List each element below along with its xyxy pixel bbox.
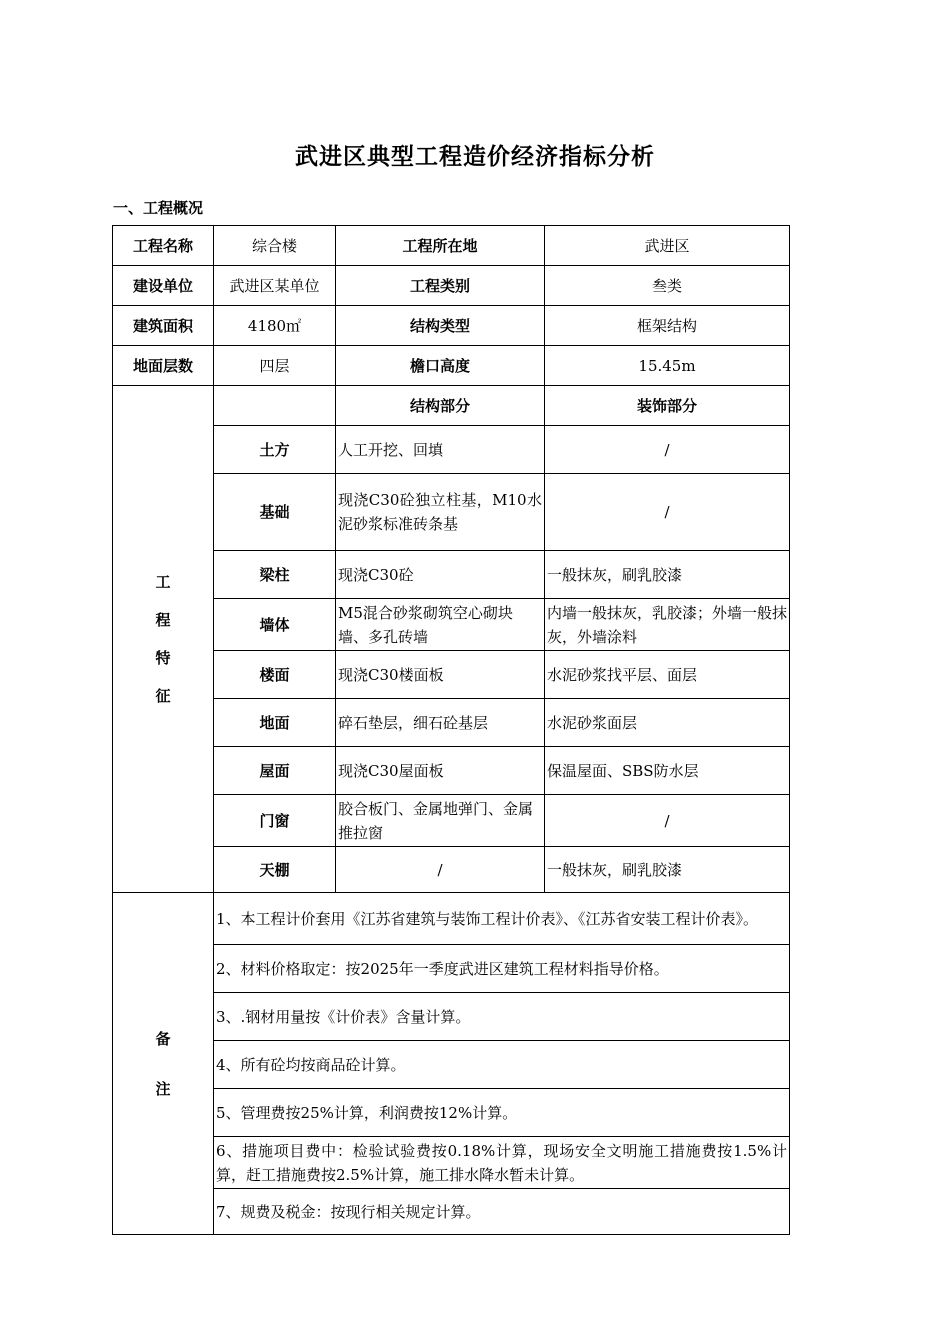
table-row	[113, 1089, 790, 1137]
table-row	[113, 474, 790, 551]
table-row	[113, 699, 790, 747]
location-label: 工程所在地	[336, 226, 545, 266]
name-value: 综合楼	[214, 226, 336, 266]
note-item: 3、.钢材用量按《计价表》含量计算。	[214, 993, 790, 1041]
feature-decoration: /	[545, 474, 790, 551]
table-row	[113, 1041, 790, 1089]
feature-structure: 胶合板门、金属地弹门、金属推拉窗	[336, 795, 545, 847]
table-row	[113, 386, 790, 426]
feature-decoration: 水泥砂浆面层	[545, 699, 790, 747]
feature-structure: /	[336, 847, 545, 893]
features-group-label: 工 程 特 征	[113, 386, 214, 893]
feature-structure: 碎石垫层，细石砼基层	[336, 699, 545, 747]
location-value: 武进区	[545, 226, 790, 266]
feature-decoration: 一般抹灰，刷乳胶漆	[545, 551, 790, 599]
table-row	[113, 651, 790, 699]
empty-cell	[214, 386, 336, 426]
feature-decoration: /	[545, 795, 790, 847]
structure-label: 结构类型	[336, 306, 545, 346]
feature-structure: 现浇C30砼独立柱基，M10水泥砂浆标准砖条基	[336, 474, 545, 551]
table-row	[113, 945, 790, 993]
note-item: 6、措施项目费中：检验试验费按0.18%计算，现场安全文明施工措施费按1.5%计算，赶工措施费按2.5%计算，施工排水降水暂未计算。	[214, 1137, 790, 1189]
note-item: 2、材料价格取定：按2025年一季度武进区建筑工程材料指导价格。	[214, 945, 790, 993]
table-row	[113, 226, 790, 266]
header-structure: 结构部分	[336, 386, 545, 426]
category-label: 工程类别	[336, 266, 545, 306]
area-value: 4180㎡	[214, 306, 336, 346]
table-row	[113, 599, 790, 651]
overview-table	[112, 225, 790, 1235]
builder-label: 建设单位	[113, 266, 214, 306]
feature-decoration: 一般抹灰，刷乳胶漆	[545, 847, 790, 893]
feature-label: 屋面	[214, 747, 336, 795]
name-label: 工程名称	[113, 226, 214, 266]
eave-value: 15.45m	[545, 346, 790, 386]
section-heading: 一、工程概况	[113, 199, 204, 217]
table-row	[113, 795, 790, 847]
table-row	[113, 551, 790, 599]
feature-decoration: 内墙一般抹灰，乳胶漆；外墙一般抹灰，外墙涂料	[545, 599, 790, 651]
feature-structure: 现浇C30楼面板	[336, 651, 545, 699]
table-row	[113, 266, 790, 306]
note-item: 7、规费及税金：按现行相关规定计算。	[214, 1189, 790, 1235]
feature-decoration: /	[545, 426, 790, 474]
header-decoration: 装饰部分	[545, 386, 790, 426]
note-item: 1、本工程计价套用《江苏省建筑与装饰工程计价表》、《江苏省安装工程计价表》。	[214, 893, 790, 945]
area-label: 建筑面积	[113, 306, 214, 346]
feature-label: 基础	[214, 474, 336, 551]
feature-structure: 现浇C30砼	[336, 551, 545, 599]
note-item: 4、所有砼均按商品砼计算。	[214, 1041, 790, 1089]
feature-structure: 人工开挖、回填	[336, 426, 545, 474]
table-row	[113, 426, 790, 474]
feature-structure: M5混合砂浆砌筑空心砌块墙、多孔砖墙	[336, 599, 545, 651]
table-row	[113, 893, 790, 945]
builder-value: 武进区某单位	[214, 266, 336, 306]
category-value: 叁类	[545, 266, 790, 306]
feature-structure: 现浇C30屋面板	[336, 747, 545, 795]
table-row	[113, 993, 790, 1041]
page-title: 武进区典型工程造价经济指标分析	[295, 144, 655, 170]
feature-decoration: 保温屋面、SBS防水层	[545, 747, 790, 795]
table-row	[113, 1189, 790, 1235]
table-row	[113, 306, 790, 346]
note-item: 5、管理费按25%计算，利润费按12%计算。	[214, 1089, 790, 1137]
feature-label: 墙体	[214, 599, 336, 651]
feature-label: 土方	[214, 426, 336, 474]
structure-value: 框架结构	[545, 306, 790, 346]
feature-label: 门窗	[214, 795, 336, 847]
feature-label: 地面	[214, 699, 336, 747]
notes-group-label: 备 注	[113, 893, 214, 1235]
feature-decoration: 水泥砂浆找平层、面层	[545, 651, 790, 699]
table-row	[113, 747, 790, 795]
feature-label: 天棚	[214, 847, 336, 893]
eave-label: 檐口高度	[336, 346, 545, 386]
table-row	[113, 1137, 790, 1189]
table-row	[113, 346, 790, 386]
floors-value: 四层	[214, 346, 336, 386]
floors-label: 地面层数	[113, 346, 214, 386]
feature-label: 楼面	[214, 651, 336, 699]
table-row	[113, 847, 790, 893]
feature-label: 梁柱	[214, 551, 336, 599]
